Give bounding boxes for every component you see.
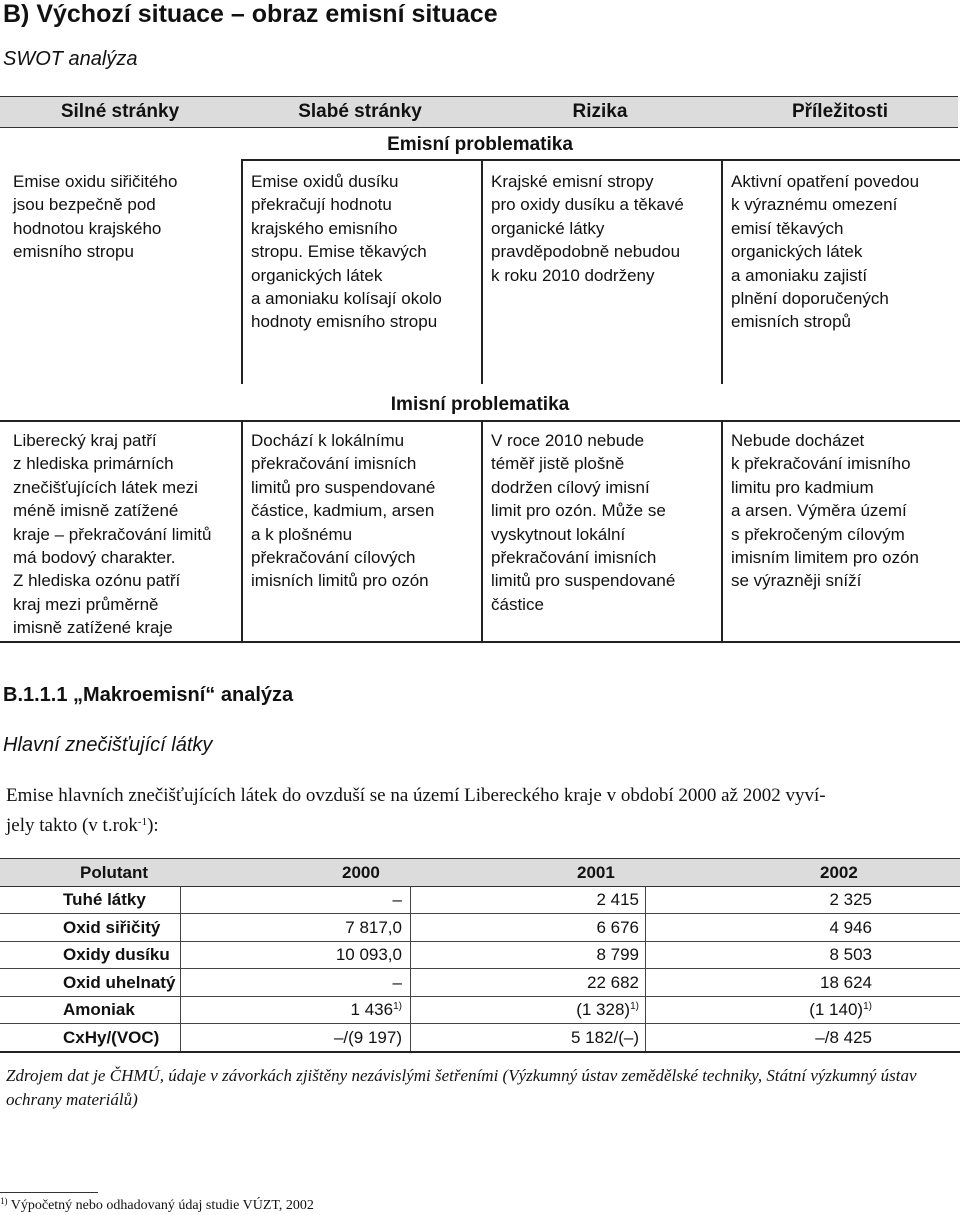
cell-line: k roku 2010 dodrženy	[491, 265, 655, 285]
row-pollutant: Tuhé látky	[63, 890, 146, 909]
footnote-text: Výpočetný nebo odhadovaný údaj studie VÚZT, 2002	[10, 1198, 314, 1213]
swot-column-divider	[241, 420, 243, 642]
section-title: B.1.1.1 „Makroemisní“ analýza	[3, 684, 294, 706]
cell-line: emisního stropu	[13, 242, 134, 262]
footnote-mark: 1)	[0, 1196, 8, 1206]
cell-line: s překročeným cílovým	[731, 524, 905, 544]
swot-header-row	[0, 96, 958, 128]
source-note: Zdrojem dat je ČHMÚ, údaje v závorkách zjištěny nezávislými šetřeními (Výzkumný ústav zemědělské techniky, Státní výzkumný ústav ochrany materiálů)	[6, 1066, 917, 1109]
cell-line: z hlediska primárních	[13, 454, 174, 474]
table-row	[0, 1024, 960, 1051]
swot-section-title-emission: Emisní problematika	[387, 134, 573, 155]
cell-line: vyskytnout lokální	[491, 524, 626, 544]
swot-bottom-border	[0, 641, 960, 643]
cell-line: organických látek	[731, 242, 863, 262]
swot-header-strengths: Silné stránky	[60, 101, 180, 122]
cell-line: hodnoty emisního stropu	[251, 312, 438, 332]
row-value-2002: –/8 425	[815, 1028, 872, 1047]
footnote-mark: 1)	[863, 1001, 872, 1012]
value-text: (1 328)	[576, 1000, 631, 1019]
row-value-2002: 4 946	[829, 918, 872, 937]
swot-subheading: SWOT analýza	[3, 48, 138, 70]
cell-line: organických látek	[251, 265, 383, 285]
swot-cell-emission-strength	[13, 170, 238, 264]
header-2000: 2000	[342, 863, 380, 882]
table-row	[0, 969, 960, 996]
cell-line: se výrazněji sníží	[731, 571, 862, 591]
table-row	[0, 941, 960, 968]
swot-cell-emission-risk	[491, 170, 716, 287]
header-2002: 2002	[820, 863, 858, 882]
row-value-2001: 2 415	[596, 890, 639, 909]
row-value-2001: 22 682	[587, 973, 639, 992]
column-divider	[645, 886, 646, 1051]
row-value-2000: 7 817,0	[345, 918, 402, 937]
cell-line: znečišťujících látek mezi	[13, 477, 198, 497]
cell-line: Dochází k lokálnímu	[251, 431, 405, 450]
swot-cell-immission-strength	[13, 429, 238, 640]
cell-line: překračování cílových	[251, 548, 416, 568]
cell-line: a k plošnému	[251, 524, 353, 544]
cell-line: organické látky	[491, 218, 605, 238]
footnote	[0, 1196, 314, 1214]
row-value-2001: 8 799	[596, 945, 639, 964]
cell-line: k překračování imisního	[731, 454, 911, 474]
footnote-separator	[0, 1192, 98, 1193]
row-pollutant: Amoniak	[63, 1000, 135, 1019]
cell-line: pravděpodobně nebudou	[491, 242, 681, 262]
column-divider	[180, 886, 181, 1051]
swot-header-risks: Rizika	[572, 101, 628, 122]
cell-line: částice	[491, 594, 544, 614]
swot-cell-immission-risk	[491, 429, 716, 616]
cell-line: kraje – překračování limitů	[13, 524, 212, 544]
table-row	[0, 886, 960, 913]
swot-section-title-immission: Imisní problematika	[390, 394, 570, 415]
cell-line: má bodový charakter.	[13, 548, 176, 568]
cell-line: stropu. Emise těkavých	[251, 242, 427, 262]
intro-superscript: -1	[137, 816, 148, 828]
cell-line: dodržen cílový imisní	[491, 477, 650, 497]
row-value-2000	[351, 1000, 402, 1020]
cell-line: a arsen. Výměra území	[731, 501, 907, 521]
cell-line: limitů pro suspendované	[251, 477, 436, 497]
swot-cell-immission-weakness	[251, 429, 476, 593]
cell-line: Z hlediska ozónu patří	[13, 571, 181, 591]
cell-line: V roce 2010 nebude	[491, 431, 645, 450]
cell-line: Krajské emisní stropy	[491, 172, 654, 191]
column-divider	[410, 886, 411, 1051]
cell-line: pro oxidy dusíku a těkavé	[491, 195, 684, 215]
cell-line: imisním limitem pro ozón	[731, 548, 919, 568]
cell-line: jsou bezpečně pod	[13, 195, 156, 215]
cell-line: Aktivní opatření povedou	[731, 172, 920, 191]
intro-text: jely takto (v t.rok	[6, 815, 138, 836]
swot-table	[0, 96, 960, 646]
cell-line: Emise oxidů dusíku	[251, 172, 399, 191]
swot-header-opportunities: Příležitosti	[791, 101, 889, 122]
cell-line: překračování imisních	[491, 548, 657, 568]
row-pollutant: CxHy/(VOC)	[63, 1028, 160, 1047]
cell-line: k výraznému omezení	[731, 195, 898, 215]
cell-line: plnění doporučených	[731, 289, 889, 309]
header-2001: 2001	[577, 863, 615, 882]
swot-column-divider	[481, 159, 483, 384]
row-value-2002: 2 325	[829, 890, 872, 909]
swot-cell-emission-opportunity	[731, 170, 956, 334]
row-value-2000: –	[392, 890, 402, 909]
cell-line: Nebude docházet	[731, 431, 865, 450]
cell-line: limitu pro kadmium	[731, 477, 874, 497]
row-value-2001: 5 182/(–)	[570, 1028, 639, 1047]
swot-cell-immission-opportunity	[731, 429, 956, 593]
swot-column-divider	[721, 420, 723, 642]
cell-line: překračují hodnotu	[251, 195, 392, 215]
row-value-2002: 8 503	[829, 945, 872, 964]
footnote-mark: 1)	[630, 1001, 639, 1012]
header-pollutant: Polutant	[80, 863, 148, 882]
value-text: 1 436	[350, 1000, 394, 1019]
cell-line: a amoniaku kolísají okolo	[251, 289, 442, 309]
swot-column-divider	[481, 420, 483, 642]
intro-line-1: Emise hlavních znečišťujících látek do ovzduší se na území Libereckého kraje v období 2000 až 2002 vyví-	[6, 785, 826, 806]
swot-header-weaknesses: Slabé stránky	[298, 101, 422, 122]
cell-line: emisí těkavých	[731, 218, 844, 238]
cell-line: méně imisně zatížené	[13, 501, 179, 521]
cell-line: limit pro ozón. Může se	[491, 501, 666, 521]
row-value-2000: 10 093,0	[335, 945, 402, 964]
row-pollutant: Oxid uhelnatý	[63, 973, 176, 992]
table-row	[0, 996, 960, 1023]
emissions-table-header	[0, 858, 960, 887]
cell-line: částice, kadmium, arsen	[251, 501, 435, 521]
footnote-mark: 1)	[393, 1001, 402, 1012]
table-bottom-border	[0, 1051, 960, 1053]
row-value-2002: 18 624	[820, 973, 872, 992]
page-heading: B) Výchozí situace – obraz emisní situace	[3, 0, 498, 28]
row-value-2001	[576, 1000, 639, 1020]
cell-line: krajského emisního	[251, 218, 398, 238]
intro-paragraph	[6, 783, 956, 839]
cell-line: Liberecký kraj patří	[13, 431, 157, 450]
intro-line-2	[6, 809, 956, 839]
value-text: (1 140)	[809, 1000, 864, 1019]
cell-line: Emise oxidu siřičitého	[13, 172, 178, 191]
cell-line: imisních limitů pro ozón	[251, 571, 429, 591]
cell-line: a amoniaku zajistí	[731, 265, 868, 285]
row-pollutant: Oxidy dusíku	[63, 945, 170, 964]
row-value-2001: 6 676	[596, 918, 639, 937]
row-value-2000: –	[392, 973, 402, 992]
swot-column-divider	[241, 159, 243, 384]
row-pollutant: Oxid siřičitý	[63, 918, 161, 937]
swot-divider	[242, 159, 960, 161]
cell-line: téměř jistě plošně	[491, 454, 625, 474]
cell-line: emisních stropů	[731, 312, 851, 332]
row-value-2002	[809, 1000, 872, 1020]
cell-line: limitů pro suspendované	[491, 571, 676, 591]
row-value-2000: –/(9 197)	[333, 1028, 402, 1047]
swot-cell-emission-weakness	[251, 170, 476, 334]
cell-line: imisně zatížené kraje	[13, 618, 173, 638]
swot-divider	[0, 420, 960, 422]
cell-line: hodnotou krajského	[13, 218, 162, 238]
cell-line: překračování imisních	[251, 454, 417, 474]
intro-end: ):	[147, 815, 159, 836]
section-subtitle: Hlavní znečišťující látky	[3, 734, 213, 756]
swot-column-divider	[721, 159, 723, 384]
cell-line: kraj mezi průměrně	[13, 594, 159, 614]
table-row	[0, 914, 960, 941]
